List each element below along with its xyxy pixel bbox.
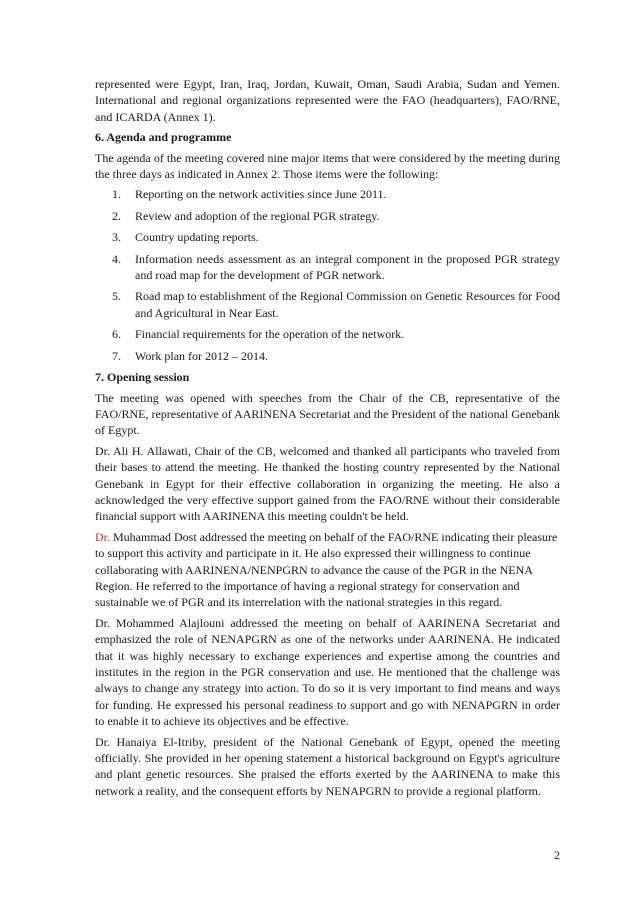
agenda-item — [95, 251, 560, 284]
agenda-item-text: Road map to establishment of the Regional Commission on Genetic Resources for Food and Agricultural in Near East. — [135, 289, 560, 320]
allawati-paragraph: Dr. Ali H. Allawati, Chair of the CB, welcomed and thanked all participants who traveled from their bases to attend the meeting. He thanked the hosting country represented by the National Genebank in Egypt for their effective collaboration in organizing the meeting. He also a acknowledged the very effective support gained from the FAO/RNE without their considerable financial support with AARINENA this meeting couldn't be held. — [95, 443, 560, 524]
agenda-item — [95, 186, 560, 202]
agenda-item-number: 3. — [112, 230, 121, 245]
agenda-item-text: Information needs assessment as an integral component in the proposed PGR strategy and road map for the development of PGR network. — [135, 251, 560, 283]
agenda-item-number: 2. — [112, 208, 121, 223]
dost-paragraph-text: Muhammad Dost addressed the meeting on behalf of the FAO/RNE indicating their pleasure to support this activity and participate in it. He also expressed their willingness to continue collaborating with AARINENA/NENPGRN to advance the cause of the PGR in the NENA Region. He referred to the importance of having a regional strategy for conservation and sustainable we of PGR and its interrelation with the national strategies in this regard. — [95, 529, 558, 610]
agenda-list — [95, 186, 560, 364]
section-7-heading: 7. Opening session — [95, 370, 190, 385]
intro-paragraph: represented were Egypt, Iran, Iraq, Jordan, Kuwait, Oman, Saudi Arabia, Sudan and Yemen. International and regional organizations represented were the FAO (headquarters), FAO/RNE, and ICARDA (Annex 1). — [95, 77, 560, 124]
agenda-item-text: Reporting on the network activities since June 2011. — [135, 187, 387, 202]
agenda-item — [95, 288, 560, 321]
agenda-item-number: 6. — [112, 327, 121, 342]
agenda-item-text: Financial requirements for the operation of the network. — [135, 327, 405, 342]
section-6-heading: 6. Agenda and programme — [95, 130, 232, 145]
agenda-item — [95, 348, 560, 364]
dost-title-highlight: Dr. — [95, 529, 110, 544]
dost-paragraph — [95, 529, 560, 611]
agenda-item — [95, 326, 560, 342]
section-6-paragraph: The agenda of the meeting covered nine major items that were considered by the meeting during the three days as indicated in Annex 2. Those items were the following: — [95, 150, 560, 182]
agenda-item-number: 5. — [112, 289, 121, 304]
agenda-item-text: Work plan for 2012 – 2014. — [135, 348, 269, 363]
alajlouni-paragraph: Dr. Mohammed Alajlouni addressed the meeting on behalf of AARINENA Secretariat and emphasized the role of NENAPGRN as one of the networks under AARINENA. He indicated that it was highly necessary to exchange experiences and expertise among the countries and institutes in the region in the PGR conservation and use. He mentioned that the challenge was always to change any strategy into action. To do so it is very important to find means and ways for funding. He expressed his personal readiness to support and go with NENAPGRN in order to enable it to achieve its objectives and be effective. — [95, 615, 560, 729]
opening-paragraph: The meeting was opened with speeches from the Chair of the CB, representative of the FAO/RNE, representative of AARINENA Secretariat and the President of the national Genebank of Egypt. — [95, 390, 560, 438]
agenda-item — [95, 229, 560, 245]
page-number: 2 — [554, 848, 560, 862]
agenda-item-number: 4. — [112, 251, 121, 266]
agenda-item-text: Review and adoption of the regional PGR strategy. — [135, 208, 380, 223]
el-itriby-paragraph: Dr. Hanaiya El-Itriby, president of the National Genebank of Egypt, opened the meeting officially. She provided in her opening statement a historical background on Egypt's agriculture and plant genetic resources. She praised the efforts exerted by the AARINENA to make this network a reality, and the consequent efforts by NENAPGRN to provide a regional platform. — [95, 734, 560, 798]
agenda-item-number: 7. — [112, 348, 121, 363]
agenda-item — [95, 208, 560, 224]
agenda-item-text: Country updating reports. — [135, 230, 259, 245]
document-page — [95, 76, 560, 803]
agenda-item-number: 1. — [112, 187, 121, 202]
